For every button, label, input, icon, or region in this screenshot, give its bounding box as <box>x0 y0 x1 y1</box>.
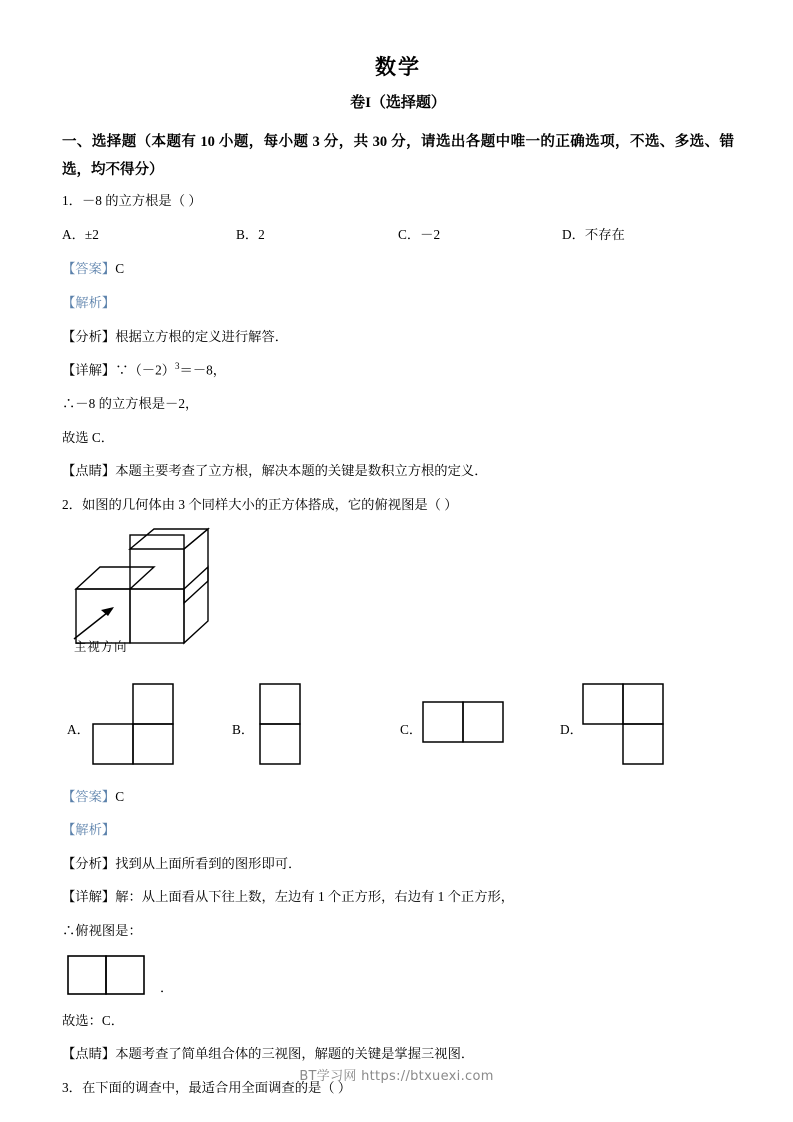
question-1-option-d[interactable]: D．不存在 <box>562 227 625 243</box>
question-2-choice-label-b[interactable]: B． <box>232 721 255 737</box>
question-1-fenxi-text: 根据立方根的定义进行解答． <box>115 328 289 344</box>
question-1-exponent: 3 <box>175 361 180 372</box>
analysis-tag: 【解析】 <box>62 822 116 838</box>
question-1-answer-line <box>62 259 734 280</box>
question-2-choice-figure-d[interactable] <box>580 681 672 767</box>
question-2-answer-value: C <box>115 788 125 804</box>
front-view-arrowhead-icon <box>101 607 114 616</box>
question-1-xiangjie-pre: ∵（－2） <box>115 362 176 378</box>
question-1-option-b[interactable]: B．2 <box>236 227 265 243</box>
three-cube-solid-icon <box>68 527 248 645</box>
question-2-conclusion-line: ∴俯视图是： <box>62 923 142 939</box>
question-1-options <box>62 224 734 246</box>
question-2-choices <box>62 673 734 773</box>
fenxi-tag: 【分析】 <box>62 855 116 871</box>
dianjing-tag: 【点睛】 <box>62 463 116 479</box>
question-3-stem: 3．在下面的调查中，最适合用全面调查的是（ ） <box>62 1079 352 1095</box>
analysis-tag: 【解析】 <box>62 294 116 310</box>
xiangjie-tag: 【详解】 <box>62 362 116 378</box>
question-2-choose-line: 故选：C． <box>62 1012 125 1028</box>
question-2-xiangjie-text: 解：从上面看从下往上数，左边有 1 个正方形，右边有 1 个正方形， <box>115 889 515 905</box>
question-2-top-view-figure-row <box>62 953 734 999</box>
question-2-figure <box>62 527 734 669</box>
question-2-top-view-figure <box>65 953 153 997</box>
question-1-option-c[interactable]: C．－2 <box>398 227 441 243</box>
page-title: 数学 <box>375 55 421 79</box>
question-2-choice-label-a[interactable]: A． <box>67 721 90 737</box>
question-2-stem: 2．如图的几何体由 3 个同样大小的正方体搭成，它的俯视图是（ ） <box>62 497 458 513</box>
question-1-stem: 1．－8 的立方根是（ ） <box>62 192 202 208</box>
question-2-xiangjie-line <box>62 887 734 908</box>
xiangjie-tag: 【详解】 <box>62 889 116 905</box>
question-1-xiangjie-line-2: ∴－8 的立方根是－2， <box>62 396 199 412</box>
front-view-direction-label: 主视方向 <box>74 639 128 654</box>
document-content <box>62 55 734 1112</box>
question-1-dianjing-text: 本题主要考查了立方根，解决本题的关键是数积立方根的定义． <box>115 463 488 479</box>
question-2-choice-figure-c[interactable] <box>420 699 512 747</box>
question-2-choice-figure-a[interactable] <box>90 681 182 767</box>
question-2-trailing-period: ． <box>160 979 174 995</box>
question-1-option-a[interactable]: A．±2 <box>62 227 99 243</box>
question-1-xiangjie-post: ＝－8， <box>179 362 227 378</box>
question-2-answer-line <box>62 787 734 808</box>
question-2-dianjing-line <box>62 1044 734 1065</box>
section-heading: 一、选择题（本题有 10 小题，每小题 3 分，共 30 分，请选出各题中唯一的正确选项，不选、多选、错选，均不得分） <box>62 134 734 179</box>
document-subtitle: 卷I（选择题） <box>350 95 446 112</box>
answer-tag: 【答案】 <box>62 788 116 804</box>
question-2-choice-label-c[interactable]: C． <box>400 721 423 737</box>
question-1-dianjing-line <box>62 461 734 482</box>
footer-watermark: BT学习网 https://btxuexi.com <box>299 1069 494 1084</box>
question-2-fenxi-text: 找到从上面所看到的图形即可． <box>115 855 302 871</box>
question-2-fenxi-line <box>62 854 734 875</box>
question-1-analysis-tag-line <box>62 293 734 314</box>
question-2-analysis-tag-line <box>62 820 734 841</box>
question-2-dianjing-text: 本题考查了简单组合体的三视图，解题的关键是掌握三视图． <box>115 1046 475 1062</box>
question-1-answer-value: C <box>115 261 125 277</box>
answer-tag: 【答案】 <box>62 261 116 277</box>
dianjing-tag: 【点睛】 <box>62 1046 116 1062</box>
question-1-xiangjie-line-3: 故选 C． <box>62 429 115 445</box>
question-2-choice-figure-b[interactable] <box>254 681 306 767</box>
fenxi-tag: 【分析】 <box>62 328 116 344</box>
question-1-xiangjie-line-1 <box>62 360 734 381</box>
question-1-fenxi-line <box>62 327 734 348</box>
question-2-choice-label-d[interactable]: D． <box>560 721 583 737</box>
